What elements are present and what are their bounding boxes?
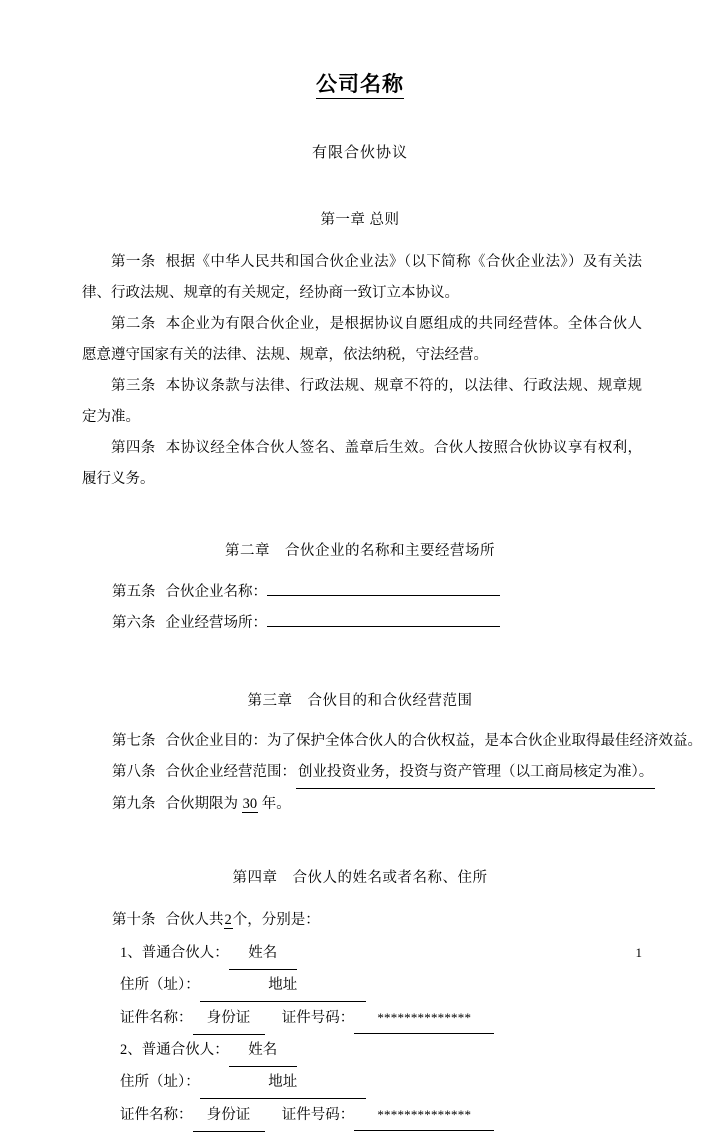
article-3 [82, 371, 642, 433]
article-8-prompt: 合伙企业经营范围： [165, 764, 296, 781]
article-6-label: 第六条 [112, 615, 156, 632]
partner-1-address-input[interactable]: 地址 [200, 970, 366, 1002]
article-4-text: 本协议经全体合伙人签名、盖章后生效。合伙人按照合伙协议享有权利，履行义务。 [82, 440, 643, 488]
partner-count-input[interactable]: 2 [224, 912, 232, 929]
article-10-prefix: 合伙人共 [165, 912, 224, 929]
article-3-text: 本协议条款与法律、行政法规、规章不符的，以法律、行政法规、规章规定为准。 [82, 378, 643, 426]
article-8-label: 第八条 [112, 764, 156, 781]
partner-1-name-input[interactable]: 姓名 [229, 938, 297, 970]
article-7-prompt: 合伙企业目的： [165, 733, 267, 750]
chapter-heading-1: 第一章 总则 [320, 212, 400, 229]
partner-2-id-no-input[interactable]: ************** [354, 1099, 494, 1131]
partner-2-index: 2、 [120, 1042, 142, 1059]
partner-1-id-type-label: 证件名称： [120, 1010, 193, 1027]
page-number: 1 [635, 945, 642, 960]
chapter-heading-3: 第三章 合伙目的和合伙经营范围 [247, 693, 473, 710]
article-1-label: 第一条 [111, 254, 156, 271]
page-title [0, 0, 720, 97]
partner-2-type-label: 普通合伙人： [141, 1042, 229, 1059]
partner-2-name-row [0, 1035, 720, 1067]
chapter-3-body [0, 710, 720, 820]
partner-2-address-input[interactable]: 地址 [200, 1067, 366, 1099]
chapter-heading-2: 第二章 合伙企业的名称和主要经营场所 [225, 543, 495, 560]
article-10 [0, 905, 720, 936]
page-title-text: 公司名称 [316, 72, 404, 99]
partner-2-address-row [0, 1067, 720, 1099]
article-10-label: 第十条 [112, 912, 156, 929]
article-10-suffix: 个，分别是： [232, 912, 320, 929]
article-7-label: 第七条 [112, 733, 156, 750]
chapter-heading-4: 第四章 合伙人的姓名或者名称、住所 [232, 870, 488, 887]
partnership-name-input[interactable] [267, 578, 500, 596]
chapter-2-body [0, 560, 720, 639]
chapter-4-body [0, 887, 720, 1132]
article-7 [0, 726, 720, 757]
article-7-text: 为了保护全体合伙人的合伙权益，是本合伙企业取得最佳经济效益。 [267, 733, 702, 750]
partner-1-id-no-input[interactable]: ************** [354, 1002, 494, 1034]
article-3-label: 第三条 [111, 378, 156, 395]
partner-1-index: 1、 [120, 945, 142, 962]
article-8 [0, 757, 720, 789]
partner-2-id-type-label: 证件名称： [120, 1107, 193, 1124]
article-9-suffix: 年。 [261, 796, 291, 813]
article-1-text: 根据《中华人民共和国合伙企业法》（以下简称《合伙企业法》）及有关法律、行政法规、规章的有关规定，经协商一致订立本协议。 [82, 254, 643, 302]
document-subtitle: 有限合伙协议 [311, 145, 408, 162]
article-2-label: 第二条 [111, 316, 156, 333]
partner-2-name-input[interactable]: 姓名 [229, 1035, 297, 1067]
article-4-label: 第四条 [111, 440, 156, 457]
partner-1-id-type-input[interactable]: 身份证 [193, 1003, 265, 1035]
partnership-term-input[interactable]: 30 [242, 796, 258, 813]
article-9-label: 第九条 [112, 796, 156, 813]
article-5 [0, 577, 720, 608]
article-2 [82, 309, 642, 371]
article-6 [0, 608, 720, 639]
article-5-prompt: 合伙企业名称： [165, 584, 267, 601]
article-4 [82, 433, 642, 495]
article-2-text: 本企业为有限合伙企业，是根据协议自愿组成的共同经营体。全体合伙人愿意遵守国家有关的法律、法规、规章，依法纳税，守法经营。 [82, 316, 643, 364]
chapter-1-body [0, 229, 720, 495]
article-9 [0, 789, 720, 820]
partner-1-type-label: 普通合伙人： [141, 945, 229, 962]
partner-1-address-label: 住所（址）： [120, 977, 200, 994]
article-6-prompt: 企业经营场所： [165, 615, 267, 632]
business-premises-input[interactable] [267, 609, 500, 627]
partner-2-id-no-label: 证件号码： [281, 1107, 355, 1124]
article-9-prefix: 合伙期限为 [165, 796, 238, 813]
article-5-label: 第五条 [112, 584, 156, 601]
article-1 [82, 247, 642, 309]
partner-2-id-row [0, 1099, 720, 1132]
business-scope-input[interactable]: 创业投资业务，投资与资产管理（以工商局核定为准）。 [296, 757, 655, 789]
partner-1-address-row [0, 970, 720, 1002]
partner-2-address-label: 住所（址）： [120, 1074, 200, 1091]
partner-1-id-row [0, 1002, 720, 1035]
partner-1-id-no-label: 证件号码： [281, 1010, 355, 1027]
partner-2-id-type-input[interactable]: 身份证 [193, 1100, 265, 1132]
partner-1-name-row [0, 938, 720, 970]
